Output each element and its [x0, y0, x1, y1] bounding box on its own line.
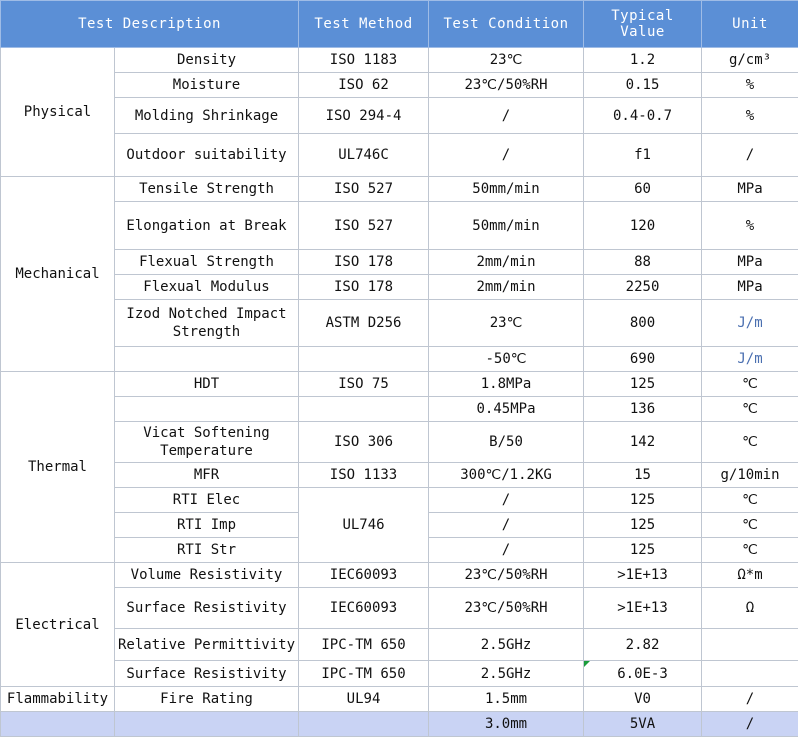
cell-value: 15: [584, 463, 702, 488]
cell-method: ISO 527: [299, 177, 429, 202]
cell-method: ISO 178: [299, 275, 429, 300]
cell-unit: %: [702, 98, 798, 134]
cell-desc: Surface Resistivity: [115, 661, 299, 687]
cell-method: IPC-TM 650: [299, 661, 429, 687]
cell-desc: Relative Permittivity: [115, 629, 299, 661]
cell-desc: MFR: [115, 463, 299, 488]
cell-method: IEC60093: [299, 588, 429, 629]
group-mechanical: Mechanical: [1, 177, 115, 372]
cell-desc: Elongation at Break: [115, 202, 299, 250]
cell-cond: 2mm/min: [429, 275, 584, 300]
cell-group-empty: [1, 712, 115, 737]
cell-unit: ℃: [702, 538, 798, 563]
cell-cond: 50mm/min: [429, 177, 584, 202]
table-row: [1, 73, 798, 98]
table-row: [1, 488, 798, 513]
group-electrical: Electrical: [1, 563, 115, 687]
cell-method: IPC-TM 650: [299, 629, 429, 661]
table-row: [1, 661, 798, 687]
cell-desc: Flexual Strength: [115, 250, 299, 275]
cell-method: [299, 397, 429, 422]
cell-desc: Fire Rating: [115, 687, 299, 712]
cell-cond: 2mm/min: [429, 250, 584, 275]
cell-method: UL94: [299, 687, 429, 712]
table-row: [1, 588, 798, 629]
table-row: [1, 48, 798, 73]
cell-cond: 0.45MPa: [429, 397, 584, 422]
header-unit: Unit: [702, 1, 798, 48]
cell-cond: 23℃/50%RH: [429, 563, 584, 588]
table-row: [1, 629, 798, 661]
cell-value: >1E+13: [584, 563, 702, 588]
cell-desc: Outdoor suitability: [115, 134, 299, 177]
table-row: [1, 463, 798, 488]
cell-unit: g/10min: [702, 463, 798, 488]
cell-method: UL746C: [299, 134, 429, 177]
cell-cond: 1.5mm: [429, 687, 584, 712]
cell-unit: ℃: [702, 397, 798, 422]
table-row: [1, 687, 798, 712]
cell-value: 125: [584, 488, 702, 513]
header-test-description: Test Description: [1, 1, 299, 48]
cell-desc: Density: [115, 48, 299, 73]
cell-value: 1.2: [584, 48, 702, 73]
cell-cond: /: [429, 538, 584, 563]
cell-unit: ℃: [702, 488, 798, 513]
cell-method: ISO 294-4: [299, 98, 429, 134]
cell-value: 5VA: [584, 712, 702, 737]
group-thermal: Thermal: [1, 372, 115, 563]
table-row: [1, 98, 798, 134]
cell-desc: [115, 397, 299, 422]
cell-value: >1E+13: [584, 588, 702, 629]
cell-value: 125: [584, 372, 702, 397]
cell-value: 136: [584, 397, 702, 422]
cell-unit: /: [702, 134, 798, 177]
cell-method: ASTM D256: [299, 300, 429, 347]
group-physical: Physical: [1, 48, 115, 177]
table-row: [1, 422, 798, 463]
header-row: [1, 1, 798, 48]
cell-unit: ℃: [702, 372, 798, 397]
table-row: [1, 202, 798, 250]
cell-unit: /: [702, 687, 798, 712]
cell-method: [299, 712, 429, 737]
table-row: [1, 372, 798, 397]
cell-method: UL746: [299, 488, 429, 563]
cell-value: 690: [584, 347, 702, 372]
cell-value: 142: [584, 422, 702, 463]
cell-cond: 23℃/50%RH: [429, 588, 584, 629]
table-row: [1, 275, 798, 300]
cell-method: IEC60093: [299, 563, 429, 588]
table-row: [1, 563, 798, 588]
cell-desc: Tensile Strength: [115, 177, 299, 202]
cell-cond: 23℃: [429, 300, 584, 347]
cell-unit: [702, 661, 798, 687]
cell-cond: -50℃: [429, 347, 584, 372]
group-flammability: Flammability: [1, 687, 115, 712]
cell-desc: Surface Resistivity: [115, 588, 299, 629]
cell-unit: MPa: [702, 177, 798, 202]
cell-unit: Ω*m: [702, 563, 798, 588]
cell-value: 125: [584, 513, 702, 538]
cell-desc: RTI Str: [115, 538, 299, 563]
cell-cond: /: [429, 134, 584, 177]
cell-method: ISO 1133: [299, 463, 429, 488]
cell-desc: Izod Notched Impact Strength: [115, 300, 299, 347]
cell-value: 2250: [584, 275, 702, 300]
cell-unit: g/cm³: [702, 48, 798, 73]
cell-cond: 1.8MPa: [429, 372, 584, 397]
table-row: [1, 347, 798, 372]
header-typical-value: Typical Value: [584, 1, 702, 48]
cell-desc: [115, 712, 299, 737]
cell-method: ISO 306: [299, 422, 429, 463]
cell-method: ISO 527: [299, 202, 429, 250]
cell-unit: Ω: [702, 588, 798, 629]
cell-desc: Volume Resistivity: [115, 563, 299, 588]
cell-unit: MPa: [702, 275, 798, 300]
table-row: [1, 250, 798, 275]
cell-cond: 300℃/1.2KG: [429, 463, 584, 488]
cell-cond: /: [429, 488, 584, 513]
cell-cond: 23℃/50%RH: [429, 73, 584, 98]
cell-unit: ℃: [702, 513, 798, 538]
cell-method: ISO 62: [299, 73, 429, 98]
table-row: [1, 300, 798, 347]
cell-unit: /: [702, 712, 798, 737]
header-test-method: Test Method: [299, 1, 429, 48]
cell-desc: [115, 347, 299, 372]
cell-desc: RTI Imp: [115, 513, 299, 538]
cell-value: 6.0E-3: [584, 661, 702, 687]
cell-cond: 3.0mm: [429, 712, 584, 737]
cell-desc: Vicat Softening Temperature: [115, 422, 299, 463]
cell-method: ISO 1183: [299, 48, 429, 73]
cell-unit: ℃: [702, 422, 798, 463]
cell-cond: B/50: [429, 422, 584, 463]
cell-cond: /: [429, 513, 584, 538]
cell-unit: [702, 629, 798, 661]
cell-method: [299, 347, 429, 372]
cell-value: 120: [584, 202, 702, 250]
cell-value: 0.4-0.7: [584, 98, 702, 134]
cell-value: 0.15: [584, 73, 702, 98]
cell-unit: J/m: [702, 347, 798, 372]
cell-value: 2.82: [584, 629, 702, 661]
cell-cond: 2.5GHz: [429, 661, 584, 687]
cell-value: V0: [584, 687, 702, 712]
cell-unit: %: [702, 73, 798, 98]
cell-value: 88: [584, 250, 702, 275]
cell-cond: 2.5GHz: [429, 629, 584, 661]
header-test-condition: Test Condition: [429, 1, 584, 48]
cell-value: 800: [584, 300, 702, 347]
cell-value: 125: [584, 538, 702, 563]
cell-desc: Molding Shrinkage: [115, 98, 299, 134]
cell-unit: %: [702, 202, 798, 250]
cell-value: f1: [584, 134, 702, 177]
cell-unit: J/m: [702, 300, 798, 347]
table-row: [1, 177, 798, 202]
table-row: [1, 134, 798, 177]
cell-method: ISO 75: [299, 372, 429, 397]
cell-desc: Flexual Modulus: [115, 275, 299, 300]
cell-cond: /: [429, 98, 584, 134]
cell-desc: HDT: [115, 372, 299, 397]
cell-value: 60: [584, 177, 702, 202]
cell-cond: 23℃: [429, 48, 584, 73]
cell-cond: 50mm/min: [429, 202, 584, 250]
cell-unit: MPa: [702, 250, 798, 275]
table-row: [1, 397, 798, 422]
cell-desc: Moisture: [115, 73, 299, 98]
cell-desc: RTI Elec: [115, 488, 299, 513]
table-row: [1, 712, 798, 737]
cell-method: ISO 178: [299, 250, 429, 275]
